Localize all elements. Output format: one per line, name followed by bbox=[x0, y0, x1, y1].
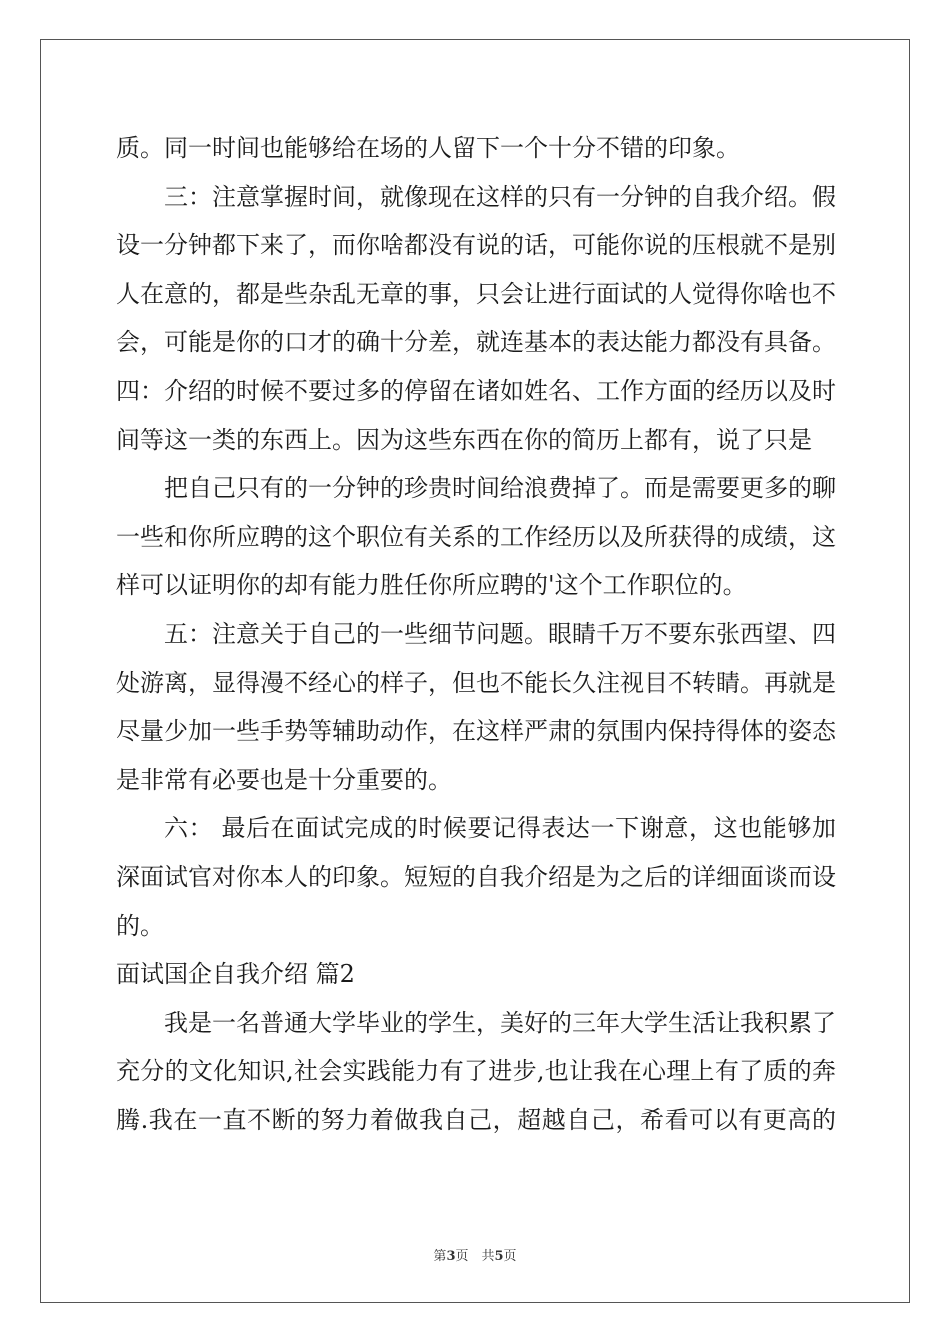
text-line: 样可以证明你的却有能力胜任你所应聘的'这个工作职位的。 bbox=[116, 571, 747, 600]
current-page-number: 3 bbox=[446, 1249, 456, 1264]
text-line: 会，可能是你的口才的确十分差，就连基本的表达能力都没有具备。 bbox=[116, 328, 836, 357]
text-line-point-six: 六： 最后在面试完成的时候要记得表达一下谢意，这也能够加 bbox=[164, 814, 836, 843]
text-line-point-five: 五：注意关于自己的一些细节问题。眼睛千万不要东张西望、四 bbox=[164, 619, 836, 648]
page-label-prefix: 第 bbox=[433, 1249, 447, 1264]
text-line: 把自己只有的一分钟的珍贵时间给浪费掉了。而是需要更多的聊 bbox=[164, 474, 836, 503]
text-line: 尽量少加一些手势等辅助动作，在这样严肃的氛围内保持得体的姿态 bbox=[116, 717, 836, 746]
total-pages-number: 5 bbox=[494, 1249, 504, 1264]
section-heading: 面试国企自我介绍 篇2 bbox=[116, 960, 355, 989]
text-line: 腾.我在一直不断的努力着做我自己，超越自己，希看可以有更高的 bbox=[116, 1105, 836, 1134]
text-line: 充分的文化知识,社会实践能力有了进步,也让我在心理上有了质的奔 bbox=[116, 1057, 836, 1086]
document-body bbox=[116, 124, 836, 1144]
text-line-point-three: 三：注意掌握时间，就像现在这样的只有一分钟的自我介绍。假 bbox=[164, 182, 836, 211]
page-label-suffix: 页 bbox=[503, 1249, 517, 1264]
text-line: 处游离，显得漫不经心的样子，但也不能长久注视目不转睛。再就是 bbox=[116, 668, 836, 697]
text-line: 是非常有必要也是十分重要的。 bbox=[116, 765, 452, 794]
text-line: 人在意的，都是些杂乱无章的事，只会让进行面试的人觉得你啥也不 bbox=[116, 279, 836, 308]
text-line: 设一分钟都下来了，而你啥都没有说的话，可能你说的压根就不是别 bbox=[116, 231, 836, 260]
text-line: 一些和你所应聘的这个职位有关系的工作经历以及所获得的成绩，这 bbox=[116, 522, 836, 551]
text-line-point-four: 四：介绍的时候不要过多的停留在诸如姓名、工作方面的经历以及时 bbox=[116, 376, 836, 405]
page-label-mid: 页 共 bbox=[455, 1249, 495, 1264]
text-line: 的。 bbox=[116, 911, 164, 940]
page-footer bbox=[0, 1245, 950, 1264]
text-line: 我是一名普通大学毕业的学生，美好的三年大学生活让我积累了 bbox=[164, 1008, 836, 1037]
text-line-continuation: 质。同一时间也能够给在场的人留下一个十分不错的印象。 bbox=[116, 134, 740, 162]
text-line: 间等这一类的东西上。因为这些东西在你的简历上都有，说了只是 bbox=[116, 425, 812, 454]
text-line: 深面试官对你本人的印象。短短的自我介绍是为之后的详细面谈而设 bbox=[116, 862, 836, 891]
